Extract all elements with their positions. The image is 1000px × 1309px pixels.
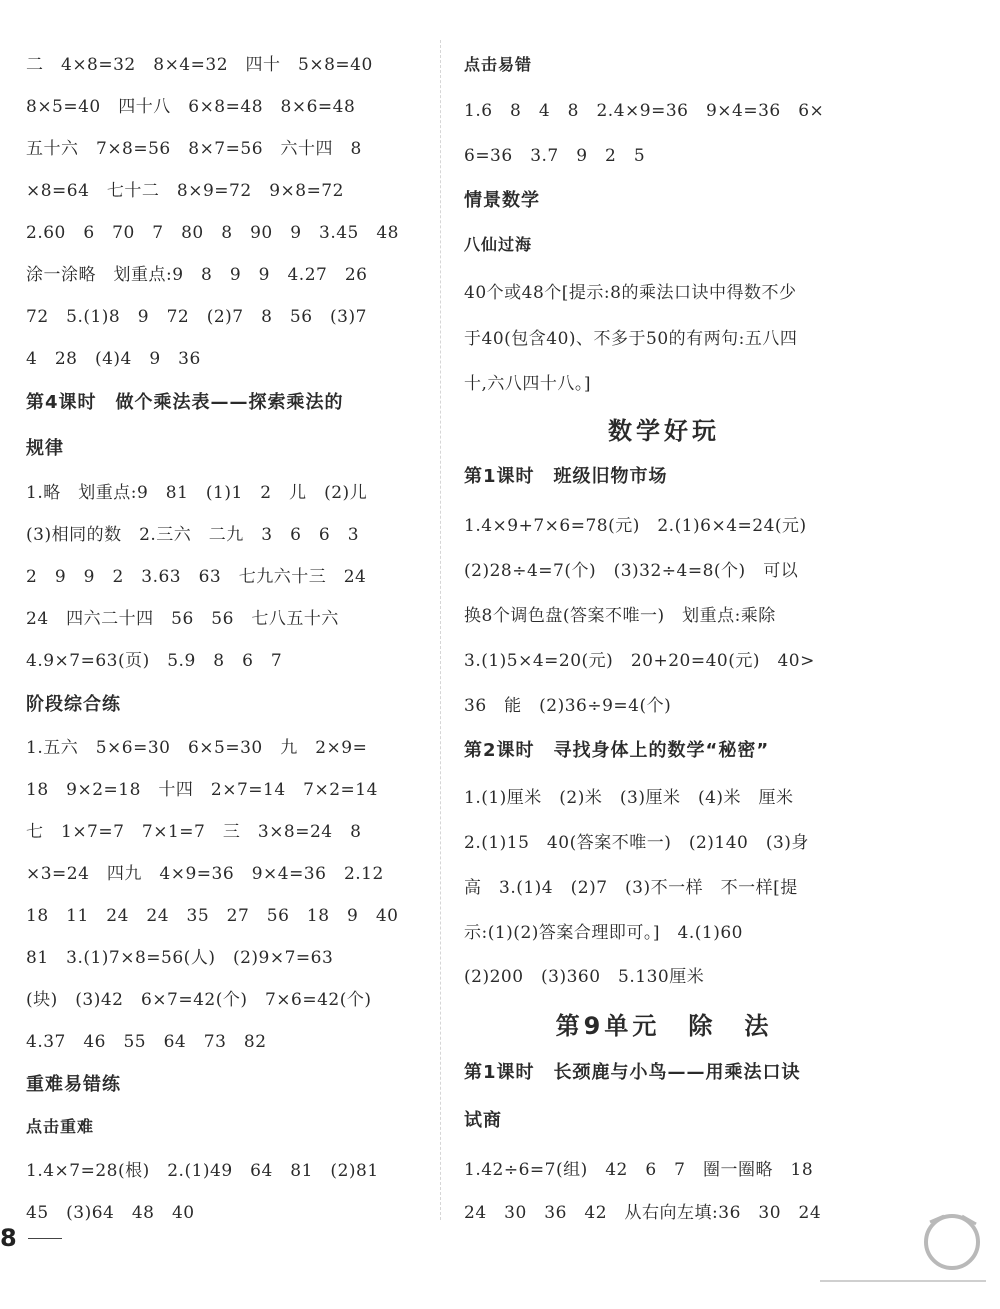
answer-line: 81 3.(1)7×8=56(人) (2)9×7=63 — [26, 948, 334, 968]
answer-line: 换8个调色盘(答案不唯一) 划重点:乘除 — [464, 606, 776, 626]
column-divider — [440, 40, 441, 1220]
answer-line: (块) (3)42 6×7=42(个) 7×6=42(个) — [26, 990, 372, 1010]
unit-title: 数学好玩 — [608, 417, 720, 445]
answer-line: 五十六 7×8=56 8×7=56 六十四 8 — [26, 139, 362, 159]
answer-line: 6=36 3.7 9 2 5 — [464, 146, 646, 166]
answer-line: 40个或48个[提示:8的乘法口诀中得数不少 — [464, 283, 797, 303]
answer-line: 于40(包含40)、不多于50的有两句:五八四 — [464, 329, 798, 349]
answer-line: 72 5.(1)8 9 72 (2)7 8 56 (3)7 — [26, 307, 367, 327]
section-heading: 阶段综合练 — [26, 694, 121, 715]
answer-line: 示:(1)(2)答案合理即可。] 4.(1)60 — [464, 923, 743, 943]
answer-line: 45 (3)64 48 40 — [26, 1203, 195, 1223]
answer-line: 18 11 24 24 35 27 56 18 9 40 — [26, 906, 399, 926]
page-number: 8 — [0, 1224, 17, 1252]
answer-line: (2)200 (3)360 5.130厘米 — [464, 967, 705, 987]
lesson-heading: 第4课时 做个乘法表——探索乘法的 — [26, 392, 344, 413]
subsection-heading: 点击重难 — [26, 1117, 95, 1136]
answer-line: ×3=24 四九 4×9=36 9×4=36 2.12 — [26, 864, 384, 884]
answer-line: 1.42÷6=7(组) 42 6 7 圈一圈略 18 — [464, 1160, 814, 1180]
answer-line: 4.37 46 55 64 73 82 — [26, 1032, 267, 1052]
answer-line: 8×5=40 四十八 6×8=48 8×6=48 — [26, 97, 356, 117]
answer-line: 高 3.(1)4 (2)7 (3)不一样 不一样[提 — [464, 878, 798, 898]
answer-line: 涂一涂略 划重点:9 8 9 9 4.27 26 — [26, 265, 368, 285]
lesson-heading-continued: 规律 — [26, 438, 64, 459]
answer-line: (3)相同的数 2.三六 二九 3 6 6 3 — [26, 525, 360, 545]
answer-line: 24 四六二十四 56 56 七八五十六 — [26, 609, 339, 629]
lesson-heading-continued: 试商 — [464, 1110, 502, 1131]
answer-line: 24 30 36 42 从右向左填:36 30 24 — [464, 1203, 822, 1223]
answer-line: 3.(1)5×4=20(元) 20+20=40(元) 40> — [464, 651, 815, 671]
subsection-heading: 八仙过海 — [464, 235, 533, 254]
unit-title: 第9单元 除 法 — [555, 1012, 773, 1040]
lesson-heading: 第1课时 长颈鹿与小鸟——用乘法口诀 — [464, 1062, 801, 1083]
answer-line: 1.4×7=28(根) 2.(1)49 64 81 (2)81 — [26, 1161, 379, 1181]
lesson-heading: 第1课时 班级旧物市场 — [464, 466, 668, 487]
answer-line: 18 9×2=18 十四 2×7=14 7×2=14 — [26, 780, 378, 800]
lesson-heading: 第2课时 寻找身体上的数学“秘密” — [464, 740, 770, 761]
answer-line: 1.略 划重点:9 81 (1)1 2 儿 (2)儿 — [26, 483, 368, 503]
answer-line: 2 9 9 2 3.63 63 七九六十三 24 — [26, 567, 367, 587]
subsection-heading: 点击易错 — [464, 55, 533, 74]
answer-line: 1.6 8 4 8 2.4×9=36 9×4=36 6× — [464, 101, 825, 121]
watermark-brand-icon — [926, 1216, 978, 1268]
section-heading: 重难易错练 — [26, 1074, 121, 1095]
answer-line: 2.60 6 70 7 80 8 90 9 3.45 48 — [26, 223, 399, 243]
section-heading: 情景数学 — [464, 190, 540, 211]
answer-line: 七 1×7=7 7×1=7 三 3×8=24 8 — [26, 822, 362, 842]
page-number-rule — [28, 1238, 62, 1239]
answer-line: 4 28 (4)4 9 36 — [26, 349, 201, 369]
answer-line: 1.(1)厘米 (2)米 (3)厘米 (4)米 厘米 — [464, 788, 794, 808]
answer-line: 1.五六 5×6=30 6×5=30 九 2×9= — [26, 738, 368, 758]
answer-line: (2)28÷4=7(个) (3)32÷4=8(个) 可以 — [464, 561, 799, 581]
answer-line: ×8=64 七十二 8×9=72 9×8=72 — [26, 181, 344, 201]
answer-line: 十,六八四十八。] — [464, 374, 592, 394]
answer-line: 二 4×8=32 8×4=32 四十 5×8=40 — [26, 55, 373, 75]
watermark-logo — [812, 1212, 992, 1306]
answer-line: 36 能 (2)36÷9=4(个) — [464, 696, 672, 716]
answer-line: 1.4×9+7×6=78(元) 2.(1)6×4=24(元) — [464, 516, 807, 536]
answer-line: 2.(1)15 40(答案不唯一) (2)140 (3)身 — [464, 833, 809, 853]
answer-line: 4.9×7=63(页) 5.9 8 6 7 — [26, 651, 283, 671]
